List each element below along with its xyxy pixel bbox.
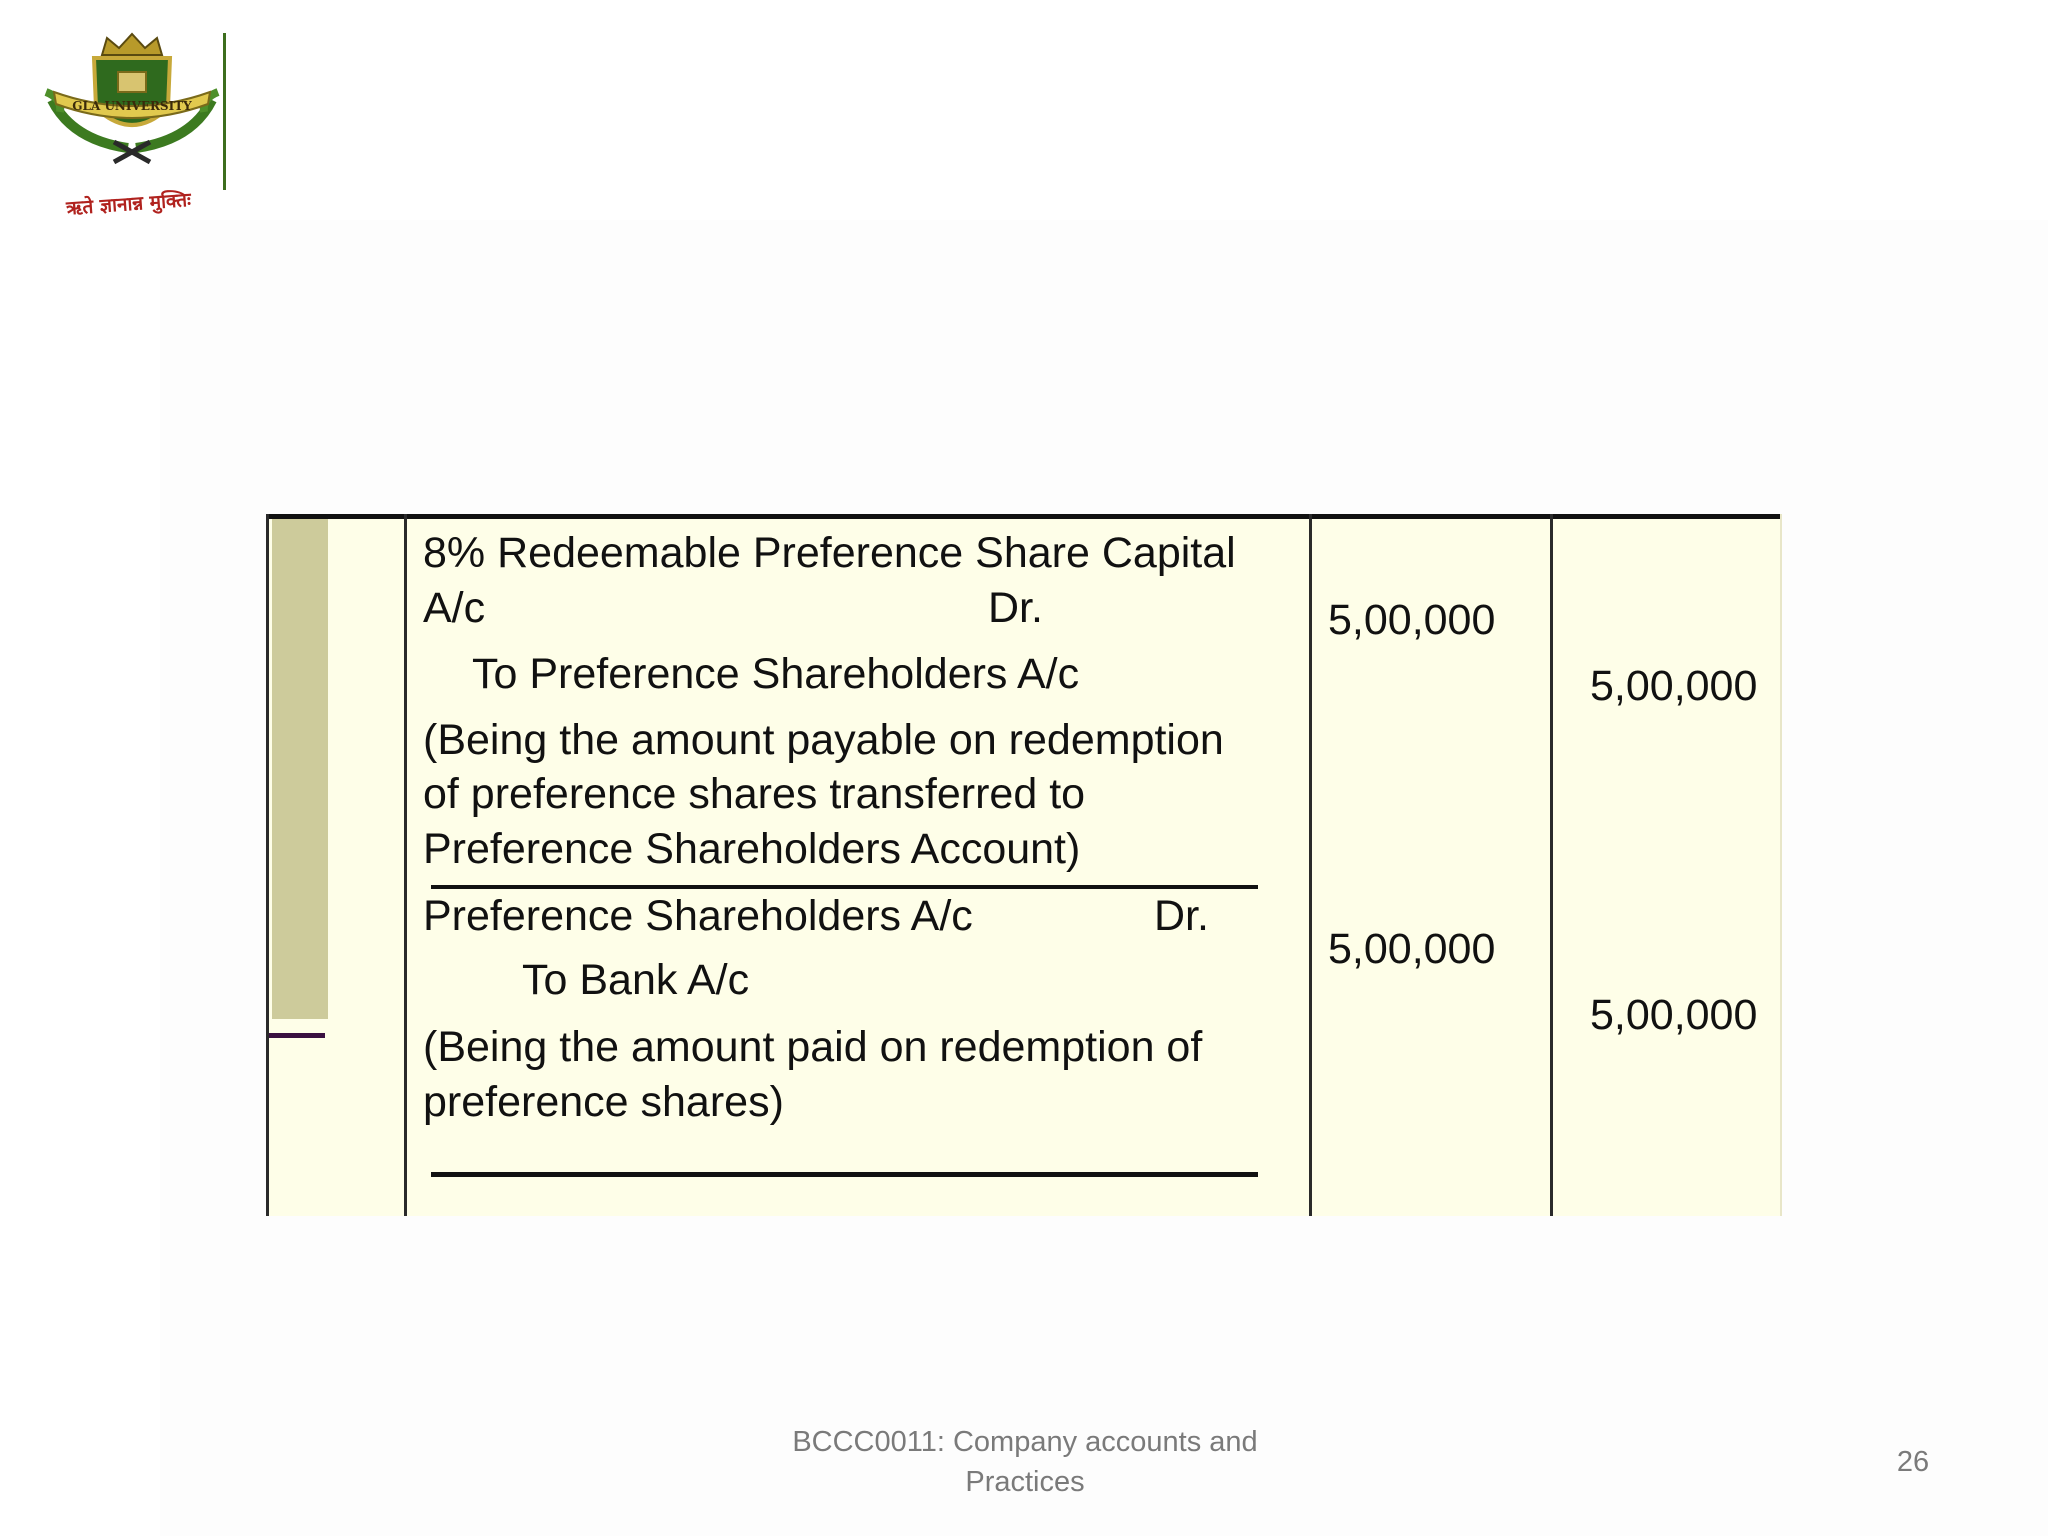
entry1-debit-amount: 5,00,000	[1328, 596, 1496, 644]
table-top-border	[266, 514, 1782, 519]
footer-course-line1: BCCC0011: Company accounts and	[792, 1426, 1258, 1458]
logo-banner-text: GLA UNIVERSITY	[72, 99, 192, 113]
logo-divider	[223, 33, 226, 190]
entry2-narration-line1: (Being the amount paid on redemption of	[423, 1023, 1203, 1071]
logo-motto: ऋते ज्ञानान्न मुक्तिः	[65, 188, 192, 220]
entry2-credit-account: To Bank A/c	[522, 956, 750, 1004]
entry2-narration-line2: preference shares)	[423, 1078, 784, 1126]
entry1-dr-label: Dr.	[988, 584, 1043, 632]
journal-entry-table	[266, 514, 1782, 1216]
entry1-credit-amount: 5,00,000	[1590, 662, 1758, 710]
table-left-border	[266, 514, 269, 1216]
entry2-debit-amount: 5,00,000	[1328, 925, 1496, 973]
particulars-column-border	[404, 514, 407, 1216]
entry2-dr-label: Dr.	[1154, 892, 1209, 940]
entry2-credit-amount: 5,00,000	[1590, 991, 1758, 1039]
university-logo	[32, 30, 232, 220]
entry2-debit-account: Preference Shareholders A/c	[423, 892, 973, 940]
entry1-debit-account-cont: A/c	[423, 584, 486, 632]
entry1-debit-account: 8% Redeemable Preference Share Capital	[423, 529, 1236, 577]
date-column-bar	[272, 519, 328, 1019]
university-crest-icon	[32, 30, 232, 165]
table-right-edge	[1780, 514, 1782, 1216]
slide-footer	[740, 1422, 1310, 1502]
page-number: 26	[1896, 1446, 1930, 1478]
credit-column-border	[1550, 514, 1553, 1216]
entry1-narration-line1: (Being the amount payable on redemption	[423, 716, 1224, 764]
debit-column-border	[1309, 514, 1312, 1216]
entry2-separator-rule	[431, 1172, 1258, 1177]
entry1-narration-line3: Preference Shareholders Account)	[423, 825, 1081, 873]
footer-course-line2: Practices	[965, 1466, 1085, 1498]
entry1-narration-line2: of preference shares transferred to	[423, 770, 1086, 818]
date-column-mark	[269, 1033, 325, 1038]
entry1-credit-account: To Preference Shareholders A/c	[472, 650, 1080, 698]
